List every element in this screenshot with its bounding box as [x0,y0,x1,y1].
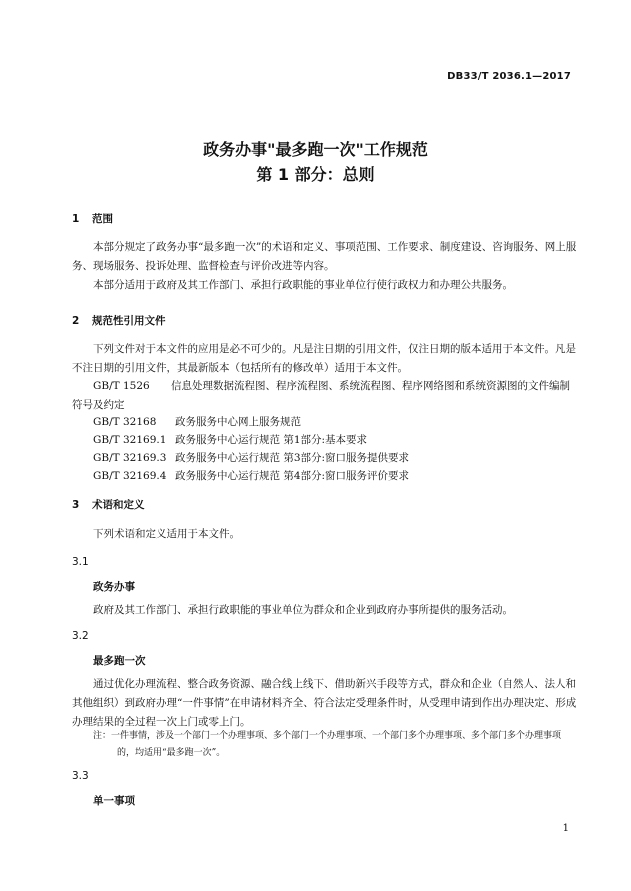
scope-paragraph-2: 本部分适用于政府及其工作部门、承担行政职能的事业单位行使行政权力和办理公共服务。 [93,279,513,291]
terms-intro-paragraph: 下列术语和定义适用于本文件。 [93,528,240,540]
term-name: 最多跑一次 [93,655,146,667]
document-subtitle: 第 1 部分：总则 [256,165,375,184]
page-number: 1 [562,823,569,834]
standard-number: DB33/T 2036.1—2017 [447,71,571,82]
term-number: 3.1 [72,556,89,568]
reference-title: 政务服务中心运行规范 第3部分:窗口服务提供要求 [175,452,410,464]
reference-item [93,467,409,486]
term-number: 3.2 [72,630,89,642]
reference-title: 政务服务中心网上服务规范 [175,416,301,428]
scope-paragraph-1: 本部分规定了政务办事“最多跑一次”的术语和定义、事项范围、工作要求、制度建设、咨询服务、网上服务、现场服务、投诉处理、监督检查与评价改进等内容。 [72,241,577,272]
section-heading-scope [72,211,113,226]
section-heading-references [72,313,166,328]
section-heading-terms [72,497,145,512]
reference-code: GB/T 32168 [93,416,157,428]
term-number: 3.3 [72,770,89,782]
section-number: 3 [72,499,80,511]
references-intro-paragraph: 下列文件对于本文件的应用是必不可少的。凡是注日期的引用文件，仅注日期的版本适用于本文件。凡是不注日期的引用文件，其最新版本（包括所有的修改单）适用于本文件。 [72,343,576,374]
document-title: 政务办事"最多跑一次"工作规范 [203,140,428,159]
reference-code: GB/T 32169.1 [93,434,167,446]
reference-code: GB/T 32169.3 [93,452,167,464]
reference-code: GB/T 1526 [93,380,150,392]
reference-title: 政务服务中心运行规范 第1部分:基本要求 [175,434,368,446]
section-title: 规范性引用文件 [92,315,166,327]
term-note: 注：一件事情，涉及一个部门一个办理事项、多个部门一个办理事项、一个部门多个办理事项、多个部门多个办理事项的，均适用“最多跑一次”。 [93,731,562,758]
reference-item [72,377,577,415]
term-definition: 政府及其工作部门、承担行政职能的事业单位为群众和企业到政府办事所提供的服务活动。 [93,604,513,616]
term-definition: 通过优化办理流程、整合政务资源、融合线上线下、借助新兴手段等方式，群众和企业（自然人、法人和其他组织）到政府办理“一件事情”在申请材料齐全、符合法定受理条件时，从受理申请到作出办理决定、形成办理结果的全过程一次上门或零上门。 [72,678,577,728]
reference-title: 政务服务中心运行规范 第4部分:窗口服务评价要求 [175,470,410,482]
section-number: 2 [72,315,80,327]
term-name: 政务办事 [93,581,135,593]
reference-item [93,413,301,432]
section-number: 1 [72,213,80,225]
reference-code: GB/T 32169.4 [93,470,167,482]
section-title: 范围 [92,213,113,225]
section-title: 术语和定义 [92,499,145,511]
reference-item [93,431,367,450]
reference-title: 信息处理数据流程图、程序流程图、系统流程图、程序网络图和系统资源图的文件编制符号及约定 [72,380,570,411]
term-name: 单一事项 [93,795,135,807]
reference-item [93,449,409,468]
